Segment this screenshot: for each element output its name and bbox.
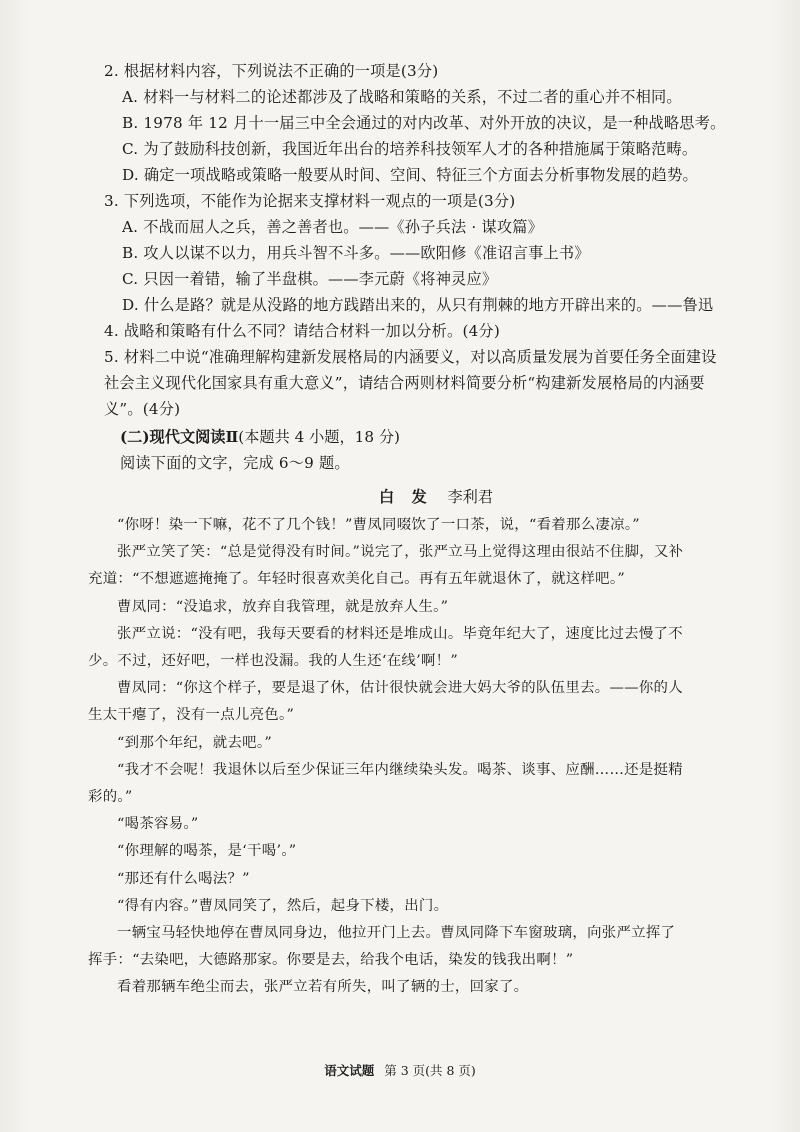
question-stem: 2. 根据材料内容，下列说法不正确的一项是(3分) xyxy=(104,62,439,80)
section-title: (二)现代文阅读Ⅱ xyxy=(120,428,239,446)
question-stem-line-1: 5. 材料二中说“准确理解构建新发展格局的内涵要义，对以高质量发展为首要任务全面建设 xyxy=(104,348,717,366)
question-stem: 3. 下列选项，不能作为论据来支撑材料一观点的一项是(3分) xyxy=(104,192,516,210)
option-b: B. 1978 年 12 月十一届三中全会通过的对内改革、对外开放的决议，是一种战略思考。 xyxy=(122,114,726,132)
story-heading xyxy=(104,482,738,512)
question-3 xyxy=(104,188,738,318)
story-line: 生太干瘪了，没有一点儿亮色。” xyxy=(88,707,295,724)
section-instruction: 阅读下面的文字，完成 6～9 题。 xyxy=(120,454,350,472)
option-a: A. 不战而屈人之兵，善之善者也。——《孙子兵法 · 谋攻篇》 xyxy=(122,218,543,236)
footer-page-number: 第 3 页(共 8 页) xyxy=(384,1063,476,1078)
story-paragraph xyxy=(88,866,754,893)
story-line: “那还有什么喝法？” xyxy=(117,870,250,887)
story-paragraph xyxy=(88,893,754,920)
question-stem-line-3: 义”。(4分) xyxy=(104,400,181,418)
story-body xyxy=(88,512,754,1002)
story-paragraph xyxy=(88,539,754,593)
option-c: C. 只因一着错，输了半盘棋。——李元蔚《将神灵应》 xyxy=(122,270,498,288)
option-a: A. 材料一与材料二的论述都涉及了战略和策略的关系，不过二者的重心并不相同。 xyxy=(122,88,682,106)
story-line: 曹凤同：“你这个样子，要是退了休，估计很快就会进大妈大爷的队伍里去。——你的人 xyxy=(117,680,683,697)
section-note: (本题共 4 小题，18 分) xyxy=(238,428,400,446)
story-line: 看着那辆车绝尘而去，张严立若有所失，叫了辆的士，回家了。 xyxy=(117,979,529,996)
story-line: “你呀！染一下嘛，花不了几个钱！”曹凤同啜饮了一口茶，说，“看着那么凄凉。” xyxy=(117,517,640,533)
story-line: “到那个年纪，就去吧。” xyxy=(117,734,273,751)
story-line: “得有内容。”曹凤同笑了，然后，起身下楼，出门。 xyxy=(117,897,449,914)
option-b: B. 攻人以谋不以力，用兵斗智不斗多。——欧阳修《准诏言事上书》 xyxy=(122,244,590,262)
story-line: 一辆宝马轻快地停在曹凤同身边，他拉开门上去。曹凤同降下车窗玻璃，向张严立挥了 xyxy=(117,925,676,942)
story-line: 少。不过，还好吧，一样也没漏。我的人生还‘在线’啊！” xyxy=(88,653,458,670)
story-paragraph xyxy=(88,594,754,621)
question-stem-line-2: 社会主义现代化国家具有重大意义”，请结合两则材料简要分析“构建新发展格局的内涵要 xyxy=(104,374,705,392)
story-paragraph xyxy=(88,838,754,865)
story-author: 李利君 xyxy=(447,488,494,506)
story-line: 张严立说：“没有吧，我每天要看的材料还是堆成山。毕竟年纪大了，速度比过去慢了不 xyxy=(117,625,683,642)
story-paragraph xyxy=(88,675,754,729)
story-paragraph xyxy=(88,730,754,757)
option-d: D. 确定一项战略或策略一般要从时间、空间、特征三个方面去分析事物发展的趋势。 xyxy=(122,166,698,184)
story-line: 充道：“不想遮遮掩掩了。年轻时很喜欢美化自己。再有五年就退休了，就这样吧。” xyxy=(88,571,625,588)
story-line: 曹凤同：“没追求，放弃自我管理，就是放弃人生。” xyxy=(117,598,449,615)
question-2 xyxy=(104,58,738,188)
question-stem: 4. 战略和策略有什么不同？请结合材料一加以分析。(4分) xyxy=(104,322,500,340)
story-line: “我才不会呢！我退休以后至少保证三年内继续染头发。喝茶、谈事、应酬……还是挺精 xyxy=(117,761,683,778)
story-paragraph xyxy=(88,811,754,838)
story-paragraph xyxy=(88,512,754,539)
option-d: D. 什么是路？就是从没路的地方践踏出来的，从只有荆棘的地方开辟出来的。——鲁迅 xyxy=(122,296,714,314)
story-line: 张严立笑了笑：“总是觉得没有时间。”说完了，张严立马上觉得这理由很站不住脚，又补 xyxy=(117,544,684,561)
story-paragraph xyxy=(88,974,754,1001)
story-line: “喝茶容易。” xyxy=(117,816,199,833)
story-line: 挥手：“去染吧，大德路那家。你要是去，给我个电话，染发的钱我出啊！” xyxy=(88,952,574,969)
option-c: C. 为了鼓励科技创新，我国近年出台的培养科技领军人才的各种措施属于策略范畴。 xyxy=(122,140,698,158)
footer-subject: 语文试题 xyxy=(324,1063,375,1078)
story-line: 彩的。” xyxy=(88,789,133,806)
section-heading xyxy=(120,424,738,450)
story-paragraph xyxy=(88,757,754,811)
story-paragraph xyxy=(88,621,754,675)
story-title: 白 发 xyxy=(378,488,433,506)
page-footer xyxy=(0,1062,800,1080)
story-paragraph xyxy=(88,920,754,974)
question-4 xyxy=(104,318,738,344)
question-5 xyxy=(104,344,738,422)
story-line: “你理解的喝茶，是‘干喝’。” xyxy=(117,843,297,860)
